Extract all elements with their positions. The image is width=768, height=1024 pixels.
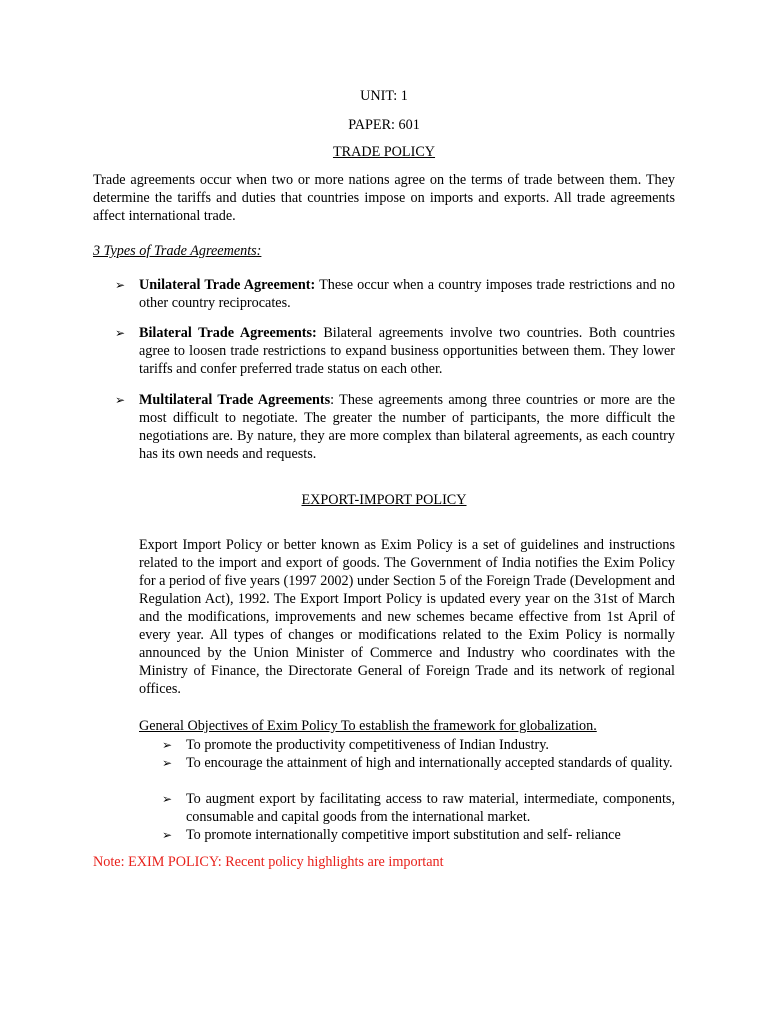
- arrow-bullet-icon: ➢: [115, 393, 126, 407]
- item-term: Bilateral Trade Agreements:: [139, 325, 317, 341]
- unit-label: UNIT: 1: [360, 88, 408, 104]
- exim-title: EXPORT-IMPORT POLICY: [301, 492, 467, 508]
- objective-text: To augment export by facilitating access to raw material, intermediate, components, consumable and capital goods from the international market.: [186, 791, 675, 825]
- objectives-heading: General Objectives of Exim Policy To establish the framework for globalization.: [139, 718, 597, 734]
- objective-text: To promote the productivity competitiveness of Indian Industry.: [186, 737, 549, 753]
- objective-item: [162, 736, 675, 754]
- item-text: : These agreements among three countries or more are the most difficult to negotiate. The greater the number of participants, the more difficult the negotiations are. By nature, they are more complex than bilateral agreements, as each country has its own needs and requests.: [139, 392, 675, 462]
- list-item: [115, 324, 675, 378]
- exim-title-row: [0, 491, 768, 509]
- arrow-bullet-icon: ➢: [162, 792, 173, 806]
- objective-item: [162, 826, 675, 844]
- arrow-bullet-icon: ➢: [162, 828, 173, 842]
- paper-label: PAPER: 601: [348, 117, 420, 133]
- objective-text: To promote internationally competitive import substitution and self- reliance: [186, 827, 621, 843]
- item-text: Bilateral agreements involve two countries. Both countries agree to loosen trade restrictions to expand business opportunities between them. They lower tariffs and confer preferred trade status on each other.: [139, 325, 675, 377]
- types-heading: 3 Types of Trade Agreements:: [93, 243, 262, 259]
- objective-item: [162, 754, 675, 772]
- objective-text: To encourage the attainment of high and internationally accepted standards of quality.: [186, 755, 673, 771]
- item-term: Multilateral Trade Agreements: [139, 392, 331, 408]
- objective-item: [162, 790, 675, 826]
- arrow-bullet-icon: ➢: [115, 326, 126, 340]
- page-title: [0, 143, 768, 161]
- list-item: [115, 276, 675, 312]
- note-text: Note: EXIM POLICY: Recent policy highlights are important: [93, 854, 444, 870]
- list-item: [115, 391, 675, 463]
- item-term: Unilateral Trade Agreement:: [139, 277, 316, 293]
- item-text: These occur when a country imposes trade restrictions and no other country reciprocates.: [139, 277, 675, 311]
- arrow-bullet-icon: ➢: [115, 278, 126, 292]
- intro-paragraph: Trade agreements occur when two or more nations agree on the terms of trade between them. They determine the tariffs and duties that countries impose on imports and exports. All trade agreements affect international trade.: [93, 172, 675, 224]
- arrow-bullet-icon: ➢: [162, 756, 173, 770]
- trade-policy-title: TRADE POLICY: [332, 144, 436, 160]
- exim-paragraph: Export Import Policy or better known as Exim Policy is a set of guidelines and instructions related to the import and export of goods. The Government of India notifies the Exim Policy for a period of five years (1997 2002) under Section 5 of the Foreign Trade (Development and Regulation Act), 1992. The Export Import Policy is updated every year on the 31st of March and the modifications, improvements and new schemes became effective from 1st April of every year. All types of changes or modifications related to the Exim Policy is normally announced by the Union Minister of Commerce and Industry who coordinates with the Ministry of Finance, the Directorate General of Foreign Trade and its network of regional offices.: [139, 537, 675, 697]
- arrow-bullet-icon: ➢: [162, 738, 173, 752]
